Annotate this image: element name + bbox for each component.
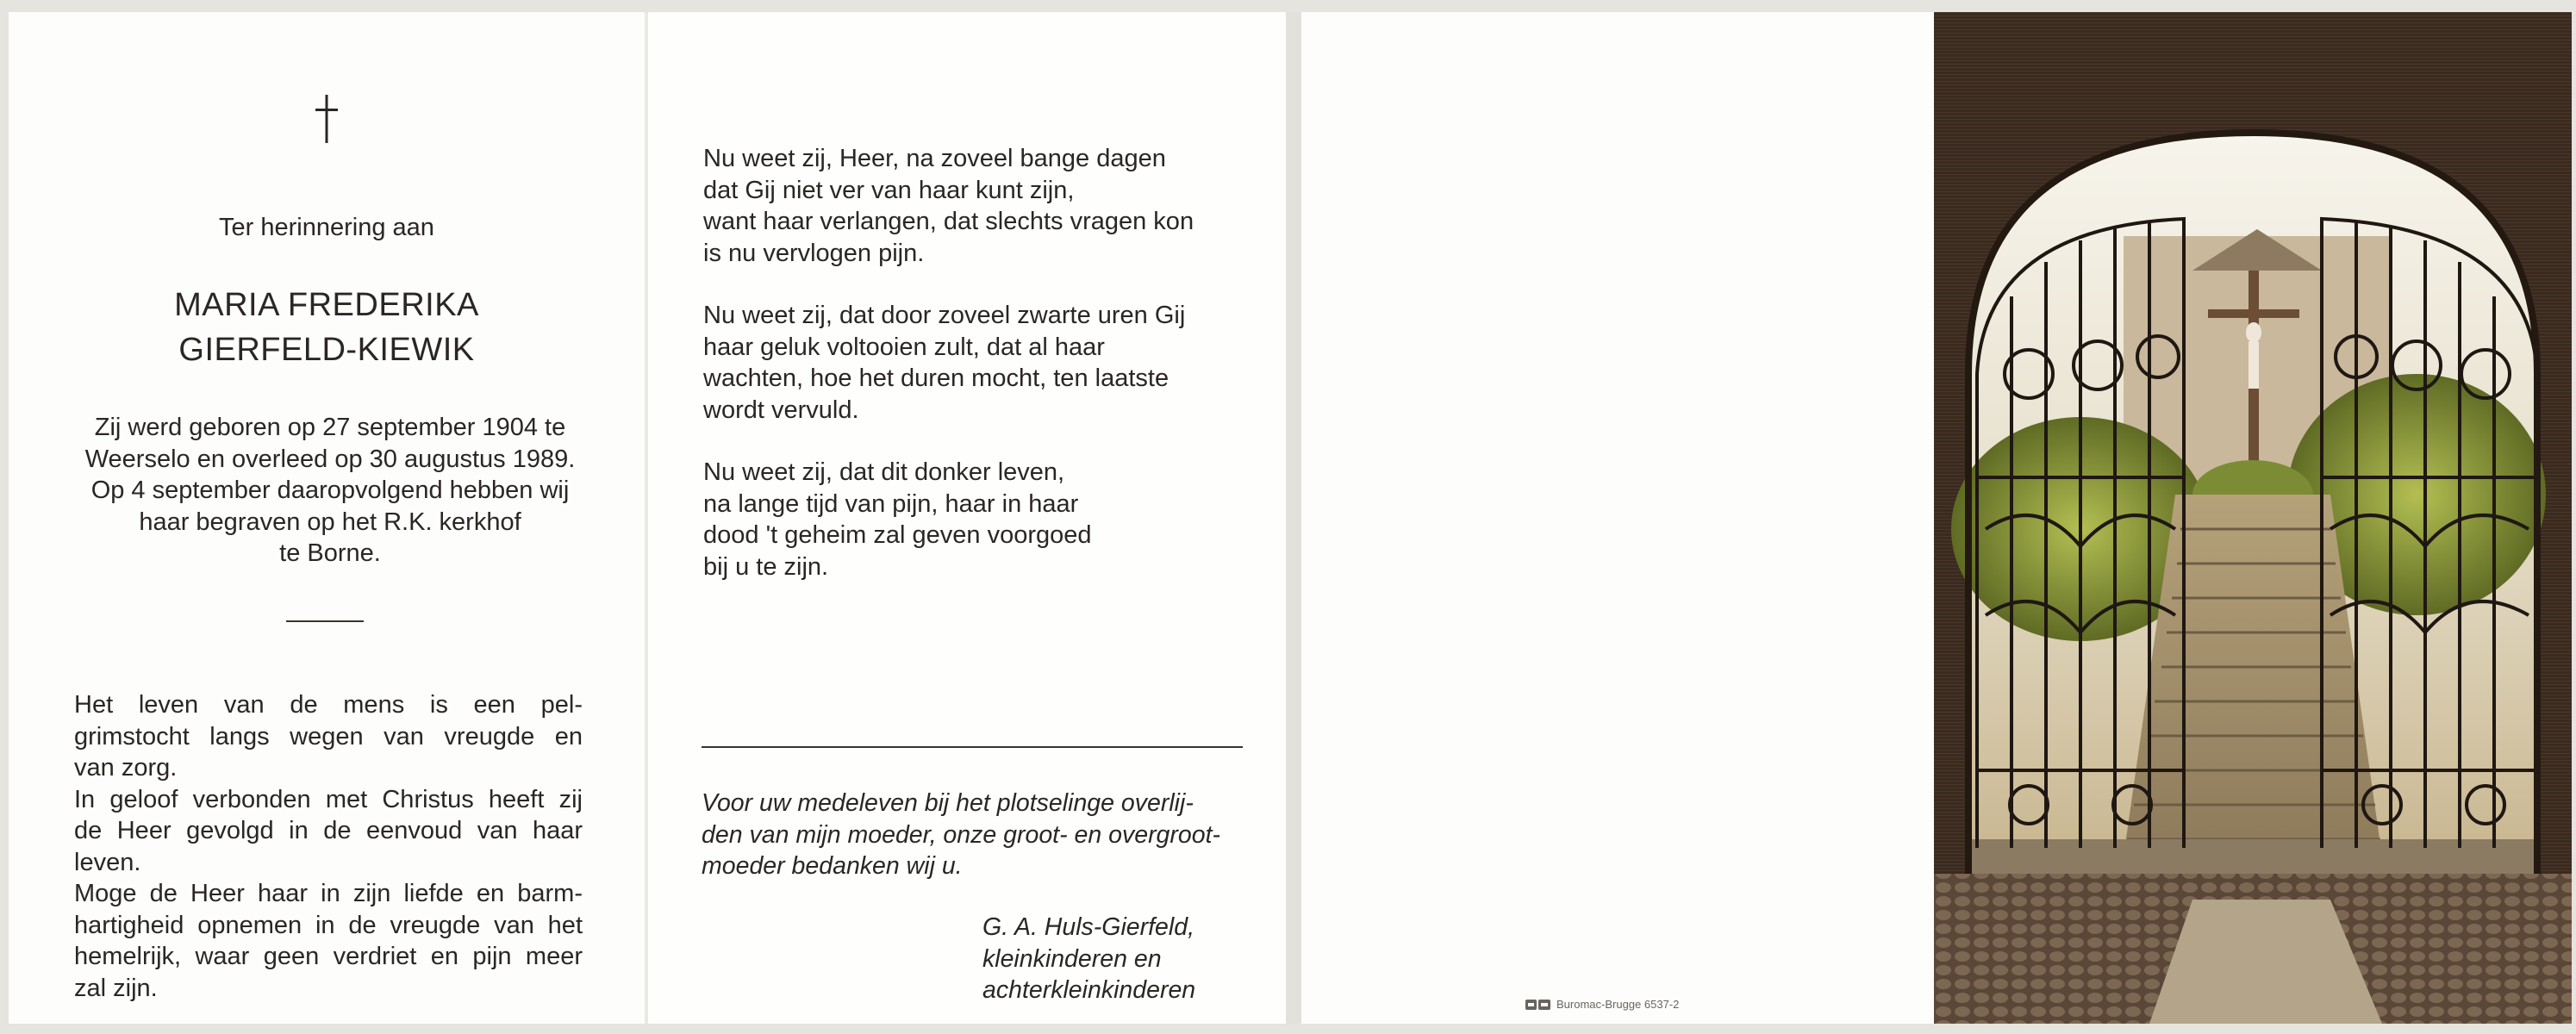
- thanks-line: den van mijn moeder, onze groot- en overgroot-: [702, 820, 1221, 849]
- birth-death-line: te Borne.: [279, 539, 381, 567]
- life-text: [74, 689, 583, 1004]
- poem-stanza: [703, 457, 1255, 582]
- cross-icon: [9, 95, 645, 147]
- printer-imprint: [1525, 998, 1679, 1011]
- fold-gap: [1286, 12, 1301, 1024]
- signoff-line: G. A. Huls-Gierfeld,: [982, 913, 1195, 941]
- life-text-line: grimstocht langs wegen van vreugde en: [74, 722, 583, 751]
- poem-stanza: [703, 300, 1255, 426]
- birth-death-line: Zij werd geboren op 27 september 1904 te: [94, 414, 566, 441]
- poem-line: wachten, hoe het duren mocht, ten laatste: [703, 364, 1169, 392]
- life-text-line: hemelrijk, waar geen verdriet en pijn meer: [74, 943, 583, 970]
- card-panel-back: [1301, 12, 1936, 1024]
- life-text-line: zal zijn.: [74, 974, 158, 1002]
- name-line-2: GIERFELD-KIEWIK: [178, 332, 475, 368]
- signoff-line: kleinkinderen en: [982, 944, 1162, 973]
- thanks-text: [702, 788, 1244, 882]
- divider: [702, 746, 1243, 748]
- name-line-1: MARIA FREDERIKA: [174, 287, 479, 323]
- life-text-line: Het leven van de mens is een pel-: [74, 691, 583, 719]
- poem-line: na lange tijd van pijn, haar in haar: [703, 489, 1079, 518]
- life-text-line: In geloof verbonden met Christus heeft zij: [74, 785, 583, 813]
- life-text-line: Moge de Heer haar in zijn liefde en barm-: [74, 880, 583, 907]
- life-text-line: van zorg.: [74, 754, 178, 782]
- birth-death-line: haar begraven op het R.K. kerkhof: [139, 508, 521, 536]
- poem-line: dood 't geheim zal geven voorgoed: [703, 521, 1092, 549]
- poem-stanza: [703, 143, 1255, 269]
- birth-death-line: Op 4 september daaropvolgend hebben wij: [90, 477, 570, 504]
- poem-line: haar geluk voltooien zult, dat al haar: [703, 333, 1105, 361]
- life-text-line: hartigheid opnemen in de vreugde van het: [74, 911, 583, 939]
- poem-line: is nu vervlogen pijn.: [703, 239, 925, 267]
- card-panel-photo: [1934, 12, 2572, 1024]
- poem-line: Nu weet zij, dat door zoveel zwarte uren Gij: [703, 302, 1186, 329]
- poem-line: want haar verlangen, dat slechts vragen kon: [703, 208, 1194, 235]
- poem-line: dat Gij niet ver van haar kunt zijn,: [703, 176, 1075, 204]
- printer-text: Buromac-Brugge 6537-2: [1556, 998, 1680, 1011]
- birth-death-line: Weerselo en overleed op 30 augustus 1989.: [84, 445, 576, 473]
- thanks-line: moeder bedanken wij u.: [702, 852, 963, 880]
- signoff-line: achterkleinkinderen: [982, 976, 1196, 1004]
- poem: [703, 143, 1255, 614]
- life-text-line: de Heer gevolgd in de eenvoud van haar: [74, 817, 583, 844]
- printer-logo-icon: [1525, 999, 1551, 1011]
- poem-line: Nu weet zij, dat dit donker leven,: [703, 458, 1065, 486]
- thanks-line: Voor uw medeleven bij het plotselinge overlij-: [702, 789, 1194, 817]
- birth-death-text: [76, 412, 584, 570]
- poem-line: wordt vervuld.: [703, 396, 859, 424]
- card-panel-poem: [648, 12, 1286, 1024]
- divider: [286, 620, 364, 622]
- gate-photo: [1934, 12, 2572, 1024]
- poem-line: bij u te zijn.: [703, 552, 829, 581]
- card-panel-obituary: [9, 12, 645, 1024]
- life-text-line: leven.: [74, 848, 141, 876]
- deceased-name: [9, 283, 645, 372]
- poem-line: Nu weet zij, Heer, na zoveel bange dagen: [703, 145, 1166, 172]
- in-memory-heading: Ter herinnering aan: [219, 214, 434, 241]
- signoff: [982, 912, 1195, 1006]
